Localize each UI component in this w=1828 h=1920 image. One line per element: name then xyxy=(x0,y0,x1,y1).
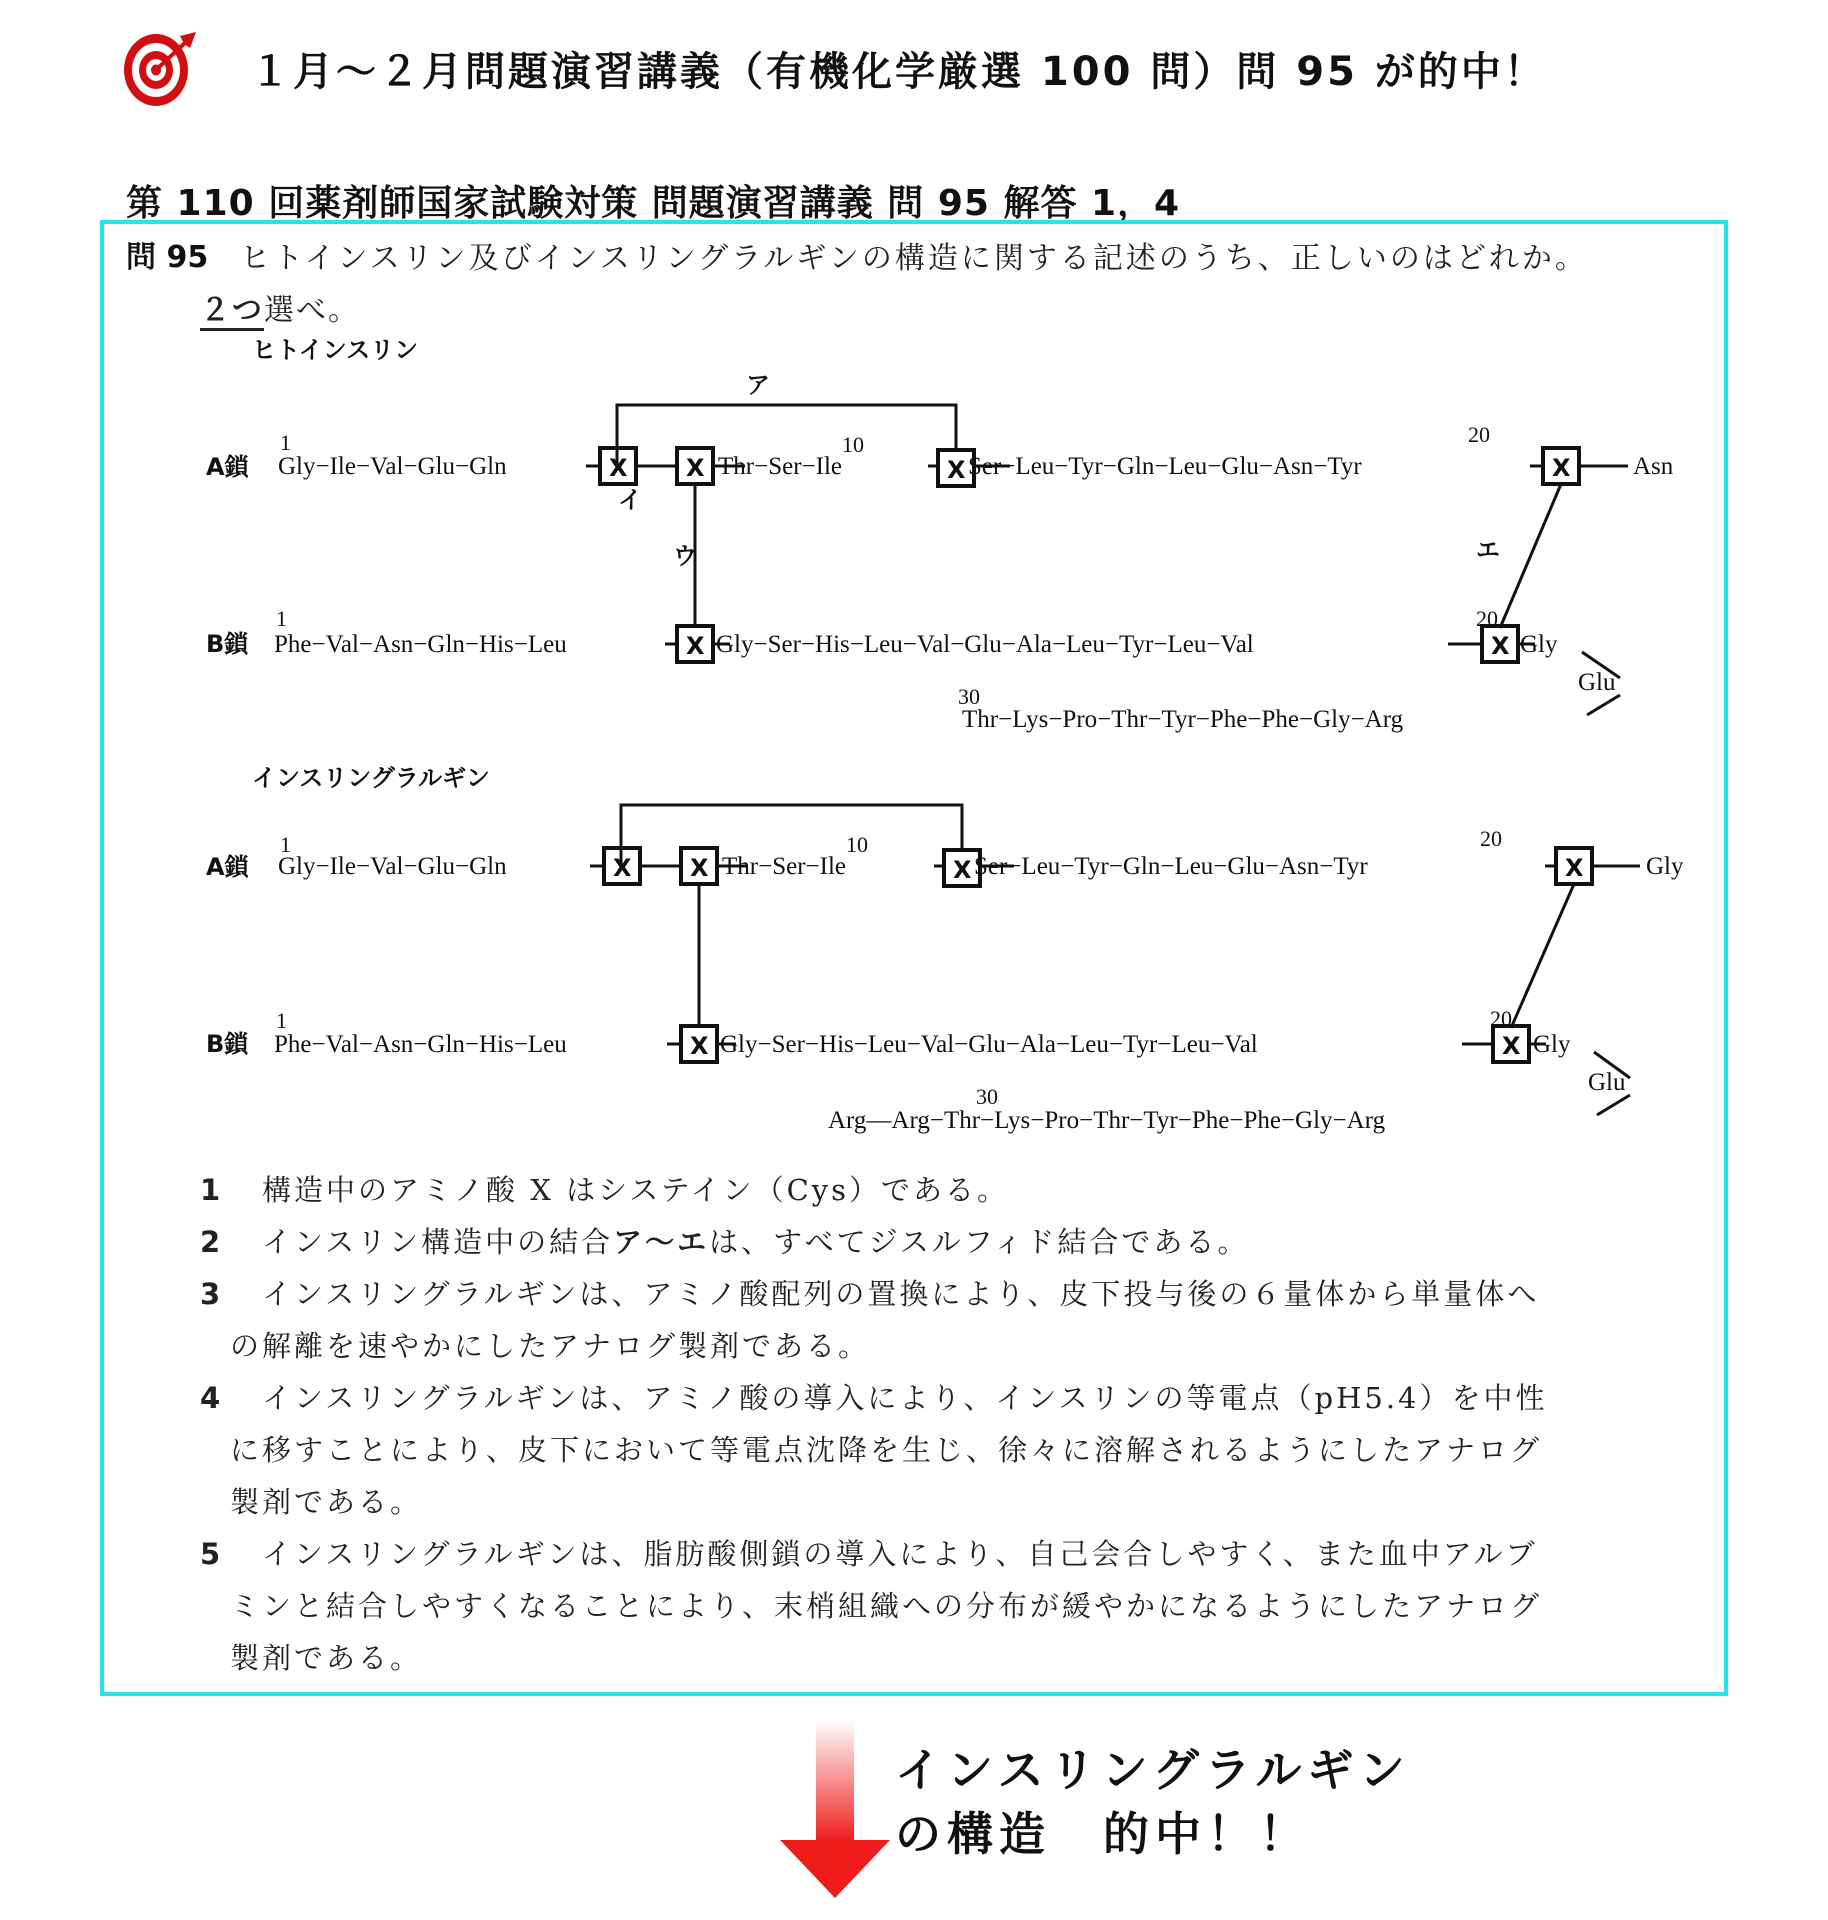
question-instruction xyxy=(200,285,360,329)
b-chain-seq-1: Phe−Val−Asn−Gln−His−Leu xyxy=(274,1031,567,1058)
a-chain-pos-1: 1 xyxy=(280,832,291,857)
a-chain-seq-1: Gly−Ile−Val−Glu−Gln xyxy=(278,453,507,480)
statement-text: は、すべてジスルフィド結合である。 xyxy=(709,1225,1250,1259)
b-chain-tail: Arg—Arg−Thr−Lys−Pro−Thr−Tyr−Phe−Phe−Gly−Arg xyxy=(828,1107,1386,1134)
statement-5-cont: ミンと結合しやすくなることにより、末梢組織への分布が緩やかになるようにしたアナログ xyxy=(230,1589,1543,1623)
a-chain-end: Asn xyxy=(1633,453,1674,480)
statement-number: 5 xyxy=(200,1537,221,1571)
statement-4-cont: に移すことにより、皮下において等電点沈降を生じ、徐々に溶解されるようにしたアナログ xyxy=(230,1433,1543,1467)
a-chain-pos-1: 1 xyxy=(280,430,291,455)
headline: １月～２月問題演習講義（有機化学厳選 100 問）問 95 が的中！ xyxy=(250,49,1547,95)
statement-3 xyxy=(200,1272,1539,1313)
bond-label-e: エ xyxy=(1476,536,1500,564)
statement-3-cont: の解離を速やかにしたアナログ製剤である。 xyxy=(230,1329,871,1363)
b-chain-glu: Glu xyxy=(1588,1069,1626,1096)
a-chain-seq-2: Thr−Ser−Ile xyxy=(722,853,846,880)
a-chain-pos-20: 20 xyxy=(1468,422,1490,447)
hit-line-1: インスリングラルギン xyxy=(895,1743,1411,1797)
question-prompt: ヒトインスリン及びインスリングラルギンの構造に関する記述のうち、正しいのはどれか。 xyxy=(240,241,1588,276)
residue-x: X xyxy=(690,1032,709,1060)
residue-x: X xyxy=(1552,454,1571,482)
b-chain-seq-2: Gly−Ser−His−Leu−Val−Glu−Ala−Leu−Tyr−Leu−Val xyxy=(720,1031,1258,1058)
b-chain-gly: Gly xyxy=(1533,1031,1571,1058)
human-insulin-title: ヒトインスリン xyxy=(252,336,419,364)
b-chain-tail: Thr−Lys−Pro−Thr−Tyr−Phe−Phe−Gly−Arg xyxy=(962,706,1404,733)
question-number: 問 95 xyxy=(126,240,209,275)
a-chain-label: A鎖 xyxy=(206,453,249,481)
statement-text: インスリン構造中の結合 xyxy=(262,1225,614,1259)
b-chain-pos-30: 30 xyxy=(976,1084,998,1109)
b-chain-pos-20: 20 xyxy=(1490,1006,1512,1031)
residue-x: X xyxy=(953,856,972,884)
residue-x: X xyxy=(686,632,705,660)
statement-text: インスリングラルギンは、脂肪酸側鎖の導入により、自己会合しやすく、また血中アルブ xyxy=(262,1537,1538,1571)
a-chain-seq-1: Gly−Ile−Val−Glu−Gln xyxy=(278,853,507,880)
down-arrow-icon xyxy=(780,1720,890,1900)
statement-4-cont: 製剤である。 xyxy=(230,1485,423,1519)
bond-label-i: イ xyxy=(618,486,642,514)
statement-number: 4 xyxy=(200,1381,221,1415)
a-chain-seq-2: Thr−Ser−Ile xyxy=(718,453,842,480)
residue-x: X xyxy=(613,854,632,882)
b-chain-label: B鎖 xyxy=(206,630,249,658)
statement-number: 1 xyxy=(200,1173,221,1207)
b-chain-seq-1: Phe−Val−Asn−Gln−His−Leu xyxy=(274,631,567,658)
statement-number: 3 xyxy=(200,1277,221,1311)
residue-x: X xyxy=(686,454,705,482)
statement-1 xyxy=(200,1168,1009,1209)
bond-label-u: ウ xyxy=(673,542,697,570)
b-chain-pos-30: 30 xyxy=(958,684,980,709)
question-box xyxy=(100,220,1728,1696)
a-chain-seq-3: Ser−Leu−Tyr−Gln−Leu−Glu−Asn−Tyr xyxy=(974,853,1368,880)
glargine-title: インスリングラルギン xyxy=(252,764,490,792)
b-chain-glu: Glu xyxy=(1578,669,1616,696)
a-chain-pos-20: 20 xyxy=(1480,826,1502,851)
statement-4 xyxy=(200,1376,1548,1417)
statement-emphasis: ア～エ xyxy=(613,1225,710,1259)
statement-text: インスリングラルギンは、アミノ酸配列の置換により、皮下投与後の６量体から単量体へ xyxy=(262,1277,1540,1311)
b-chain-seq-2: Gly−Ser−His−Leu−Val−Glu−Ala−Leu−Tyr−Leu−Val xyxy=(716,631,1254,658)
bond-label-a: ア xyxy=(746,371,770,399)
a-chain-label: A鎖 xyxy=(206,853,249,881)
residue-x: X xyxy=(690,854,709,882)
residue-x: X xyxy=(1502,1032,1521,1060)
statement-2 xyxy=(200,1220,1249,1261)
b-chain-pos-1: 1 xyxy=(276,606,287,631)
target-bullseye-icon xyxy=(118,24,208,108)
b-chain-gly: Gly xyxy=(1520,631,1558,658)
a-chain-end: Gly xyxy=(1646,853,1684,880)
b-chain-label: B鎖 xyxy=(206,1030,249,1058)
residue-x: X xyxy=(609,454,628,482)
statement-5 xyxy=(200,1532,1538,1573)
residue-x: X xyxy=(1491,632,1510,660)
statement-text: 構造中のアミノ酸 X はシステイン（Cys）である。 xyxy=(262,1173,1010,1207)
a-chain-pos-10: 10 xyxy=(842,432,864,457)
subheadline: 第 110 回薬剤師国家試験対策 問題演習講義 問 95 解答 1，4 xyxy=(126,183,1181,224)
statement-text: インスリングラルギンは、アミノ酸の導入により、インスリンの等電点（pH5.4）を中性 xyxy=(262,1381,1548,1415)
hit-line-2: の構造 的中！！ xyxy=(895,1807,1311,1861)
hit-announcement xyxy=(895,1738,1411,1866)
statement-5-cont: 製剤である。 xyxy=(230,1641,423,1675)
a-chain-pos-10: 10 xyxy=(846,832,868,857)
choose-suffix: 選べ。 xyxy=(264,293,360,328)
b-chain-pos-20: 20 xyxy=(1476,606,1498,631)
b-chain-pos-1: 1 xyxy=(276,1008,287,1033)
a-chain-seq-3: Ser−Leu−Tyr−Gln−Leu−Glu−Asn−Tyr xyxy=(968,453,1362,480)
statement-number: 2 xyxy=(200,1225,221,1259)
residue-x: X xyxy=(1565,854,1584,882)
choose-count: ２つ xyxy=(200,293,264,328)
residue-x: X xyxy=(947,456,966,484)
